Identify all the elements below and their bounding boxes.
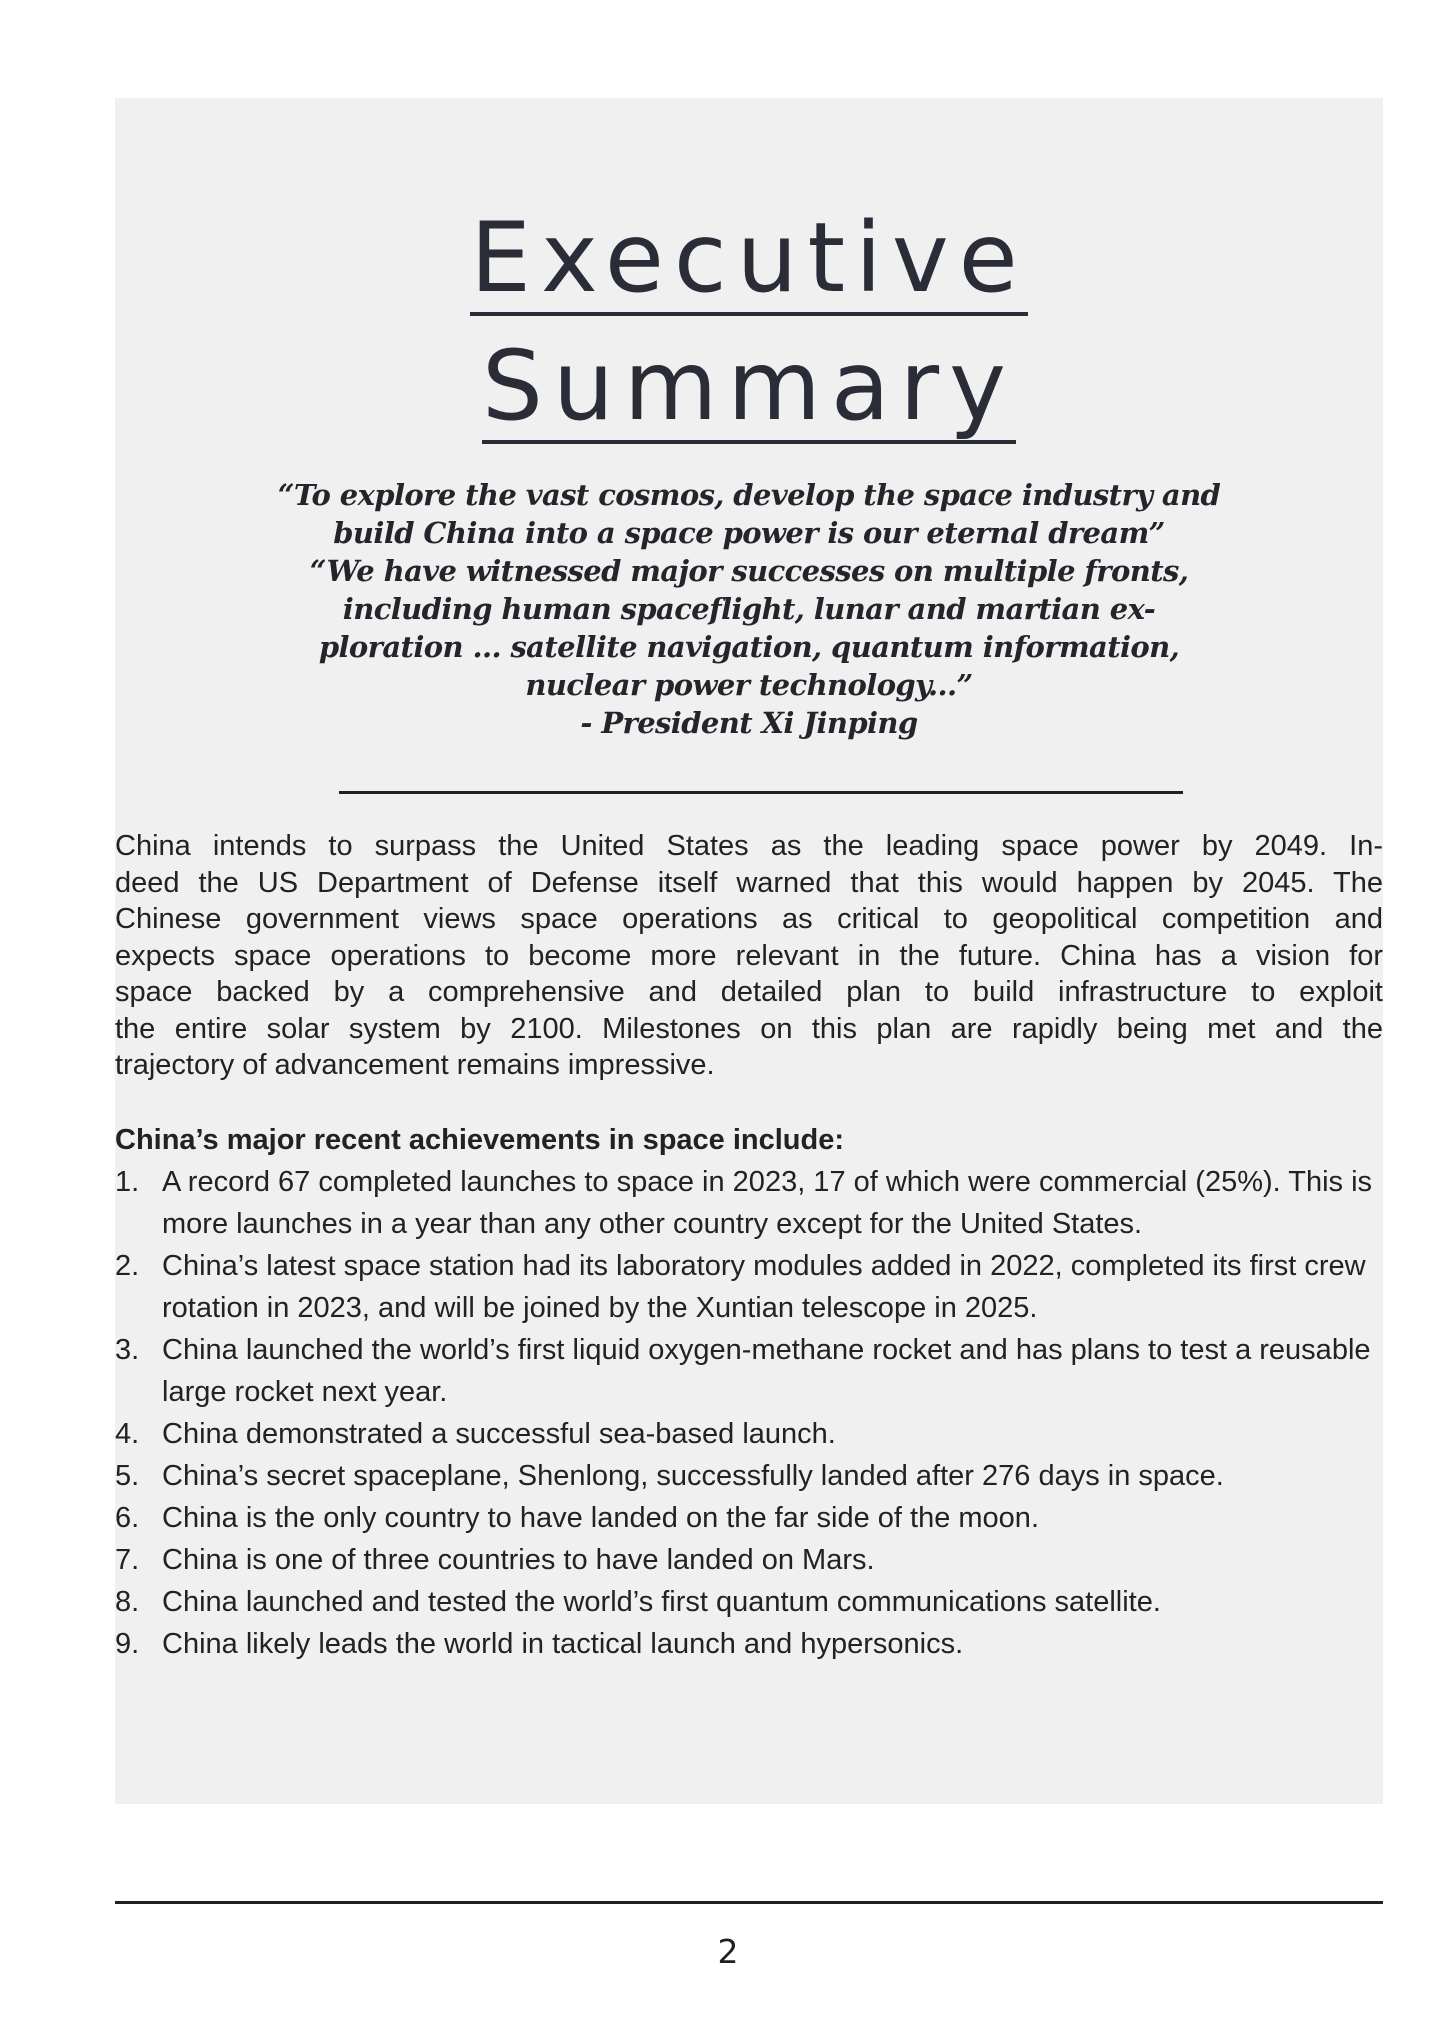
list-item-text: China likely leads the world in tactical launch and hypersonics. bbox=[162, 1628, 964, 1660]
list-item-text: A record 67 completed launches to space in 2023, 17 of which were commercial (25%). This is more launches in a year than any other country except for the United States. bbox=[162, 1166, 1373, 1240]
list-item-number: 5. bbox=[115, 1460, 140, 1492]
title-text-summary: Summary bbox=[482, 330, 1016, 442]
intro-line: Chinese government views space operations as critical to geopolitical competition and bbox=[115, 903, 1383, 935]
quote-line: “We have witnessed major successes on multiple fronts, bbox=[309, 554, 1189, 588]
page-title-line-2 bbox=[115, 330, 1383, 444]
list-item bbox=[115, 1497, 1383, 1539]
quote-line: “To explore the vast cosmos, develop the space industry and bbox=[277, 478, 1221, 512]
list-item-text: China’s latest space station had its laboratory modules added in 2022, completed its first crew rotation in 2023, and will be joined by the Xuntian telescope in 2025. bbox=[162, 1250, 1366, 1324]
list-item-number: 2. bbox=[115, 1250, 140, 1282]
list-item-text: China is one of three countries to have landed on Mars. bbox=[162, 1544, 875, 1576]
list-item bbox=[115, 1245, 1383, 1329]
footer-divider bbox=[115, 1901, 1383, 1904]
page-title-line-1 bbox=[115, 202, 1383, 316]
quote-line: including human spaceflight, lunar and martian ex- bbox=[342, 592, 1156, 626]
list-item-text: China launched and tested the world’s first quantum communications satellite. bbox=[162, 1586, 1161, 1618]
list-item bbox=[115, 1623, 1383, 1665]
list-item-text: China is the only country to have landed on the far side of the moon. bbox=[162, 1502, 1039, 1534]
list-item-number: 6. bbox=[115, 1502, 140, 1534]
list-item bbox=[115, 1539, 1383, 1581]
list-item bbox=[115, 1161, 1383, 1245]
epigraph-quote bbox=[115, 476, 1383, 742]
quote-line: ploration ... satellite navigation, quantum information, bbox=[318, 630, 1180, 664]
list-item-number: 7. bbox=[115, 1544, 140, 1576]
list-item-number: 8. bbox=[115, 1586, 140, 1618]
section-divider bbox=[339, 791, 1183, 794]
quote-line: nuclear power technology...” bbox=[525, 668, 973, 702]
intro-line: deed the US Department of Defense itself warned that this would happen by 2045. The bbox=[115, 866, 1383, 899]
list-item-number: 1. bbox=[115, 1166, 140, 1198]
executive-summary-panel bbox=[115, 98, 1383, 1804]
intro-line: China intends to surpass the United States as the leading space power by 2049. In- bbox=[115, 830, 1383, 862]
intro-line: expects space operations to become more relevant in the future. China has a vision for bbox=[115, 939, 1383, 972]
list-item bbox=[115, 1413, 1383, 1455]
list-item-text: China’s secret spaceplane, Shenlong, successfully landed after 276 days in space. bbox=[162, 1460, 1224, 1492]
quote-line: build China into a space power is our eternal dream” bbox=[333, 516, 1165, 550]
page-number: 2 bbox=[717, 1932, 739, 1971]
list-item-text: China demonstrated a successful sea-based launch. bbox=[162, 1418, 836, 1450]
intro-line: the entire solar system by 2100. Milestones on this plan are rapidly being met and the bbox=[115, 1012, 1383, 1045]
intro-paragraph bbox=[115, 828, 1383, 1084]
title-text-executive: Executive bbox=[470, 202, 1028, 314]
achievements-heading: China’s major recent achievements in space include: bbox=[115, 1124, 845, 1156]
intro-line: trajectory of advancement remains impressive. bbox=[115, 1049, 715, 1081]
achievements-list bbox=[115, 1161, 1383, 1665]
list-item-number: 4. bbox=[115, 1418, 140, 1450]
intro-line: space backed by a comprehensive and detailed plan to build infrastructure to exploit bbox=[115, 976, 1383, 1008]
list-item-number: 9. bbox=[115, 1628, 140, 1660]
list-item-number: 3. bbox=[115, 1334, 140, 1366]
list-item-text: China launched the world’s first liquid oxygen-methane rocket and has plans to test a reusable large rocket next year. bbox=[162, 1334, 1371, 1408]
list-item bbox=[115, 1329, 1383, 1413]
list-item bbox=[115, 1581, 1383, 1623]
list-item bbox=[115, 1455, 1383, 1497]
quote-attribution: - President Xi Jinping bbox=[580, 706, 918, 740]
